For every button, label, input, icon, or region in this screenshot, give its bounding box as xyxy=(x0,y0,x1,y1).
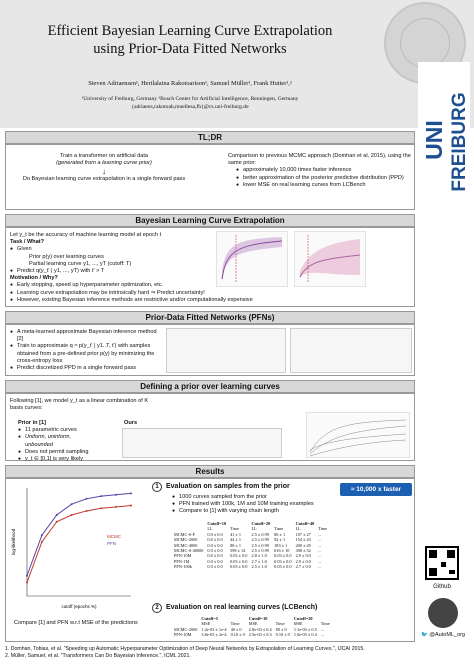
task-heading: Task / What? xyxy=(10,239,45,246)
pfn-item: ● Predict discretized PPD in a single forward pass xyxy=(10,365,160,372)
pfn-training-diagram xyxy=(166,328,286,373)
given-label: Given xyxy=(17,246,32,253)
lcbench-table-cell: ... xyxy=(320,626,324,632)
affiliations xyxy=(40,96,340,111)
prior-eval-table-cell: ... xyxy=(318,564,322,570)
tldr-left-line2: (generated from a learning curve prior) xyxy=(56,160,152,167)
data-point xyxy=(26,582,28,584)
given-item: Prior p(y) over learning curves xyxy=(29,253,104,260)
motivation-heading: Motivation / Why? xyxy=(10,275,58,282)
data-point xyxy=(71,503,73,505)
prior1-heading: Prior in [1] xyxy=(18,420,46,426)
results-left-caption: Compare [1] and PFN w.r.t MSE of the predictions xyxy=(14,620,138,626)
prior-eval-table-cell: 88 ± 1 xyxy=(230,542,242,548)
results-heading: Results xyxy=(5,465,415,478)
motivation-item: ● Learning curve extrapolation may be intrinsically hard ⇒ Predict uncertainty! xyxy=(10,290,340,297)
eval1-title: Evaluation on samples from the prior xyxy=(166,483,290,490)
section-number-2: 2 xyxy=(152,603,162,613)
poster-header xyxy=(0,0,474,128)
predict-text: ● Predict q(y_t' | y1, ..., yT) with t' > T xyxy=(10,268,215,275)
lcbench-table-cell: MSE xyxy=(201,621,211,627)
lcbench-table-cell: 80 ± 0 xyxy=(275,626,287,632)
lcbench-table-cell: 1.2e-03 ± 1e-4 xyxy=(201,626,227,632)
prior-eval-table-cell: MCMC-2000 xyxy=(174,537,198,543)
prior-eval-table-cell: 0.03 ± 0.0 xyxy=(230,558,248,564)
prior-box xyxy=(5,393,415,461)
prior-eval-table-cell: MCMC-4000 xyxy=(174,542,198,548)
prior-eval-table-cell: 2.5 ± 0.99 xyxy=(251,542,269,548)
data-point xyxy=(100,507,102,509)
pfn-heading: Prior-Data Fitted Networks (PFNs) xyxy=(5,311,415,324)
lcbench-table-row xyxy=(172,632,332,637)
lcbench-table-cell: 1.0e-03 ± 0.4 xyxy=(293,632,317,638)
lcbench-table-cell: Time xyxy=(320,621,330,627)
lcbench-table-cell: Cutoff=20 xyxy=(293,616,313,621)
lcbench-table-cell: 2.8e-03 ± 0.4 xyxy=(248,626,272,632)
prior-eval-table-cell: LL xyxy=(251,526,257,532)
blc-box xyxy=(5,227,415,307)
lcbench-table-cell: 1.1e-03 ± 0.5 xyxy=(293,626,317,632)
uni-freiburg-logo xyxy=(418,62,470,222)
prior-eval-table-cell: 598 ± 14 xyxy=(230,548,246,554)
lc-posterior-plot-b xyxy=(294,231,366,287)
legend-entry: MCMC xyxy=(107,534,121,539)
prior-eval-table-cell: PFN-10M xyxy=(174,553,192,559)
prior-samples-plot xyxy=(306,412,410,458)
data-point xyxy=(130,505,132,507)
prior-eval-table-cell: LL xyxy=(207,526,213,532)
prior-eval-table-cell: LL xyxy=(295,526,301,532)
pfn-item: ● Train to approximate q ≈ p(y_t' | y1..T, t') with samples obtained from a pre-defined prior p(y) by minimizing the cross-entropy loss xyxy=(10,343,160,365)
prior-eval-table-cell: ... xyxy=(318,542,322,548)
prior-eval-table-cell: ... xyxy=(318,553,322,559)
prior-eval-table-cell: Cutoff=40 xyxy=(295,521,315,526)
tldr-left-line1: Train a transformer on artificial data xyxy=(59,153,149,159)
pfn-item: ● A meta-learned approximate Bayesian inference method [2] xyxy=(10,329,160,343)
reference-item: 2. Müller, Samuel, et al. "Transformers Can Do Bayesian Inference.", ICML 2021. xyxy=(5,653,191,659)
prior-eval-table-cell: MCMC-S-40000 xyxy=(174,548,204,554)
twitter-icon: 🐦 xyxy=(421,632,428,638)
prior-eval-table-cell: 2.5 ± 0.99 xyxy=(251,537,269,543)
blc-intro: Let y_t be the accuracy of machine learning model at epoch t xyxy=(10,232,162,238)
prior-eval-table-cell: PFN-1M xyxy=(174,558,190,564)
tldr-item: ● better approximation of the posterior predictive distribution (PPD) xyxy=(236,175,412,182)
prior-eval-table-cell: 183 ± 1 xyxy=(274,542,288,548)
prior-eval-table-cell: ... xyxy=(318,548,322,554)
prior1-item: ● Uniform, uninform, unbounded xyxy=(18,434,98,448)
prior-eval-table-cell: 41 ± 1 xyxy=(230,531,242,537)
prior-lead: Following [1], we model y_t as a linear combination of K basis curves: xyxy=(10,398,149,412)
twitter-handle[interactable]: @AutoML_org xyxy=(429,632,465,638)
prior-eval-table-cell: 2.9 ± 0.0 xyxy=(295,558,311,564)
prior-eval-table-cell: 2.5 ± 0.99 xyxy=(251,531,269,537)
section-number-1: 1 xyxy=(152,482,162,492)
chart-background xyxy=(9,482,139,612)
lcbench-table-cell: MSE xyxy=(293,621,303,627)
svg-text:UNI: UNI xyxy=(421,120,447,160)
lcbench-table-cell: 2.5e-03 ± 0.3 xyxy=(248,632,272,638)
prior-eval-table-cell: MCMC-S-F xyxy=(174,531,196,537)
motivation-item: ● Early stopping, speed up hyperparameter optimization, etc. xyxy=(10,282,340,289)
prior-eval-table-cell: 2.9 ± 0.0 xyxy=(295,553,311,559)
legend-entry: PFN xyxy=(107,541,116,546)
prior-eval-table-cell: 0.0 ± 0.0 xyxy=(207,548,223,554)
data-point xyxy=(115,506,117,508)
github-qr-code[interactable] xyxy=(425,546,459,580)
speedup-badge: ≈ 10,000 x faster xyxy=(340,483,412,496)
prior-eval-table-cell: Time xyxy=(318,526,328,532)
eval2-title: Evaluation on real learning curves (LCBench) xyxy=(166,604,318,611)
prior-eval-table-row xyxy=(172,537,329,542)
lc-posterior-plot-a xyxy=(216,231,288,287)
lcbench-table-cell: PFN-10M xyxy=(174,632,192,638)
prior-eval-table-cell: 0.0 ± 0.0 xyxy=(207,531,223,537)
prior-eval-table-row xyxy=(172,564,329,569)
data-point xyxy=(41,541,43,543)
pfn-box xyxy=(5,324,415,376)
prior-eval-table-cell: 92 ± 1 xyxy=(274,537,286,543)
data-point xyxy=(71,514,73,516)
lcbench-table xyxy=(172,616,332,638)
svg-text:FREIBURG: FREIBURG xyxy=(449,92,470,192)
prior-eval-table-cell: 0.03 ± 0.0 xyxy=(274,553,292,559)
emails: {adriaens,rakotoah,muellesa,fh}@cs.uni-freiburg.de xyxy=(131,103,249,110)
tldr-item: ● lower MSE on real learning curves from LCBench xyxy=(236,182,412,189)
tldr-right-intro: Comparison to previous MCMC approach (Domhan et al, 2015), using the same prior: xyxy=(228,153,411,167)
prior-eval-table-cell: 80 ± 1 xyxy=(274,531,286,537)
data-point xyxy=(130,492,132,494)
prior-eval-table-cell: 0.03 ± 0.0 xyxy=(274,564,292,570)
prior-eval-table-cell: 2.5 ± 0.99 xyxy=(251,548,269,554)
prior-eval-table-cell: ... xyxy=(318,537,322,543)
prior-formula-table xyxy=(122,428,282,458)
prior-eval-table-cell: 0.03 ± 0.0 xyxy=(230,553,248,559)
prior-eval-table-cell: 616 ± 10 xyxy=(274,548,290,554)
lcbench-table-cell: Time xyxy=(275,621,285,627)
given-item: Partial learning curve y1, ..., yT (cutoff: T) xyxy=(29,260,132,267)
lcbench-table-cell: ... xyxy=(320,632,324,638)
reference-item: 1. Domhan, Tobias, et al. "Speeding up Automatic Hyperparameter Optimization of Deep Neural Networks by Extrapolation of Learning Curves.", IJCAI 2015. xyxy=(5,646,365,652)
data-point xyxy=(100,495,102,497)
prior-eval-table-cell: 2.5 ± 1.0 xyxy=(251,564,267,570)
prior-heading: Defining a prior over learning curves xyxy=(5,380,415,393)
data-point xyxy=(41,534,43,536)
prior-eval-table-cell: 44 ± 1 xyxy=(230,537,242,543)
affiliation-line: ¹University of Freiburg, Germany ²Bosch Center for Artificial Intelligence, Renningen, Germany xyxy=(81,96,299,102)
lcbench-table-cell: Cutoff=5 xyxy=(201,616,218,621)
prior-eval-table-cell: 2.8 ± 1.0 xyxy=(251,553,267,559)
lcbench-table-cell: MSE xyxy=(248,621,258,627)
prior-eval-table-cell: Cutoff=10 xyxy=(207,521,227,526)
pfn-output-diagram xyxy=(290,328,412,373)
prior-eval-table-cell: 2.7 ± 1.0 xyxy=(251,558,267,564)
lcbench-table-cell: 0.10 ± 0 xyxy=(275,632,290,638)
y-axis-label: log-likelihood xyxy=(11,528,16,556)
prior-eval-table-cell: 0.03 ± 0.0 xyxy=(230,564,248,570)
x-axis-label: cutoff (epochs %) xyxy=(61,604,97,609)
github-label: Github xyxy=(433,584,451,590)
prior-eval-table-cell: 0.0 ± 0.0 xyxy=(207,553,223,559)
ours-heading: Ours xyxy=(124,420,138,426)
lcbench-table-cell: Cutoff=10 xyxy=(248,616,268,621)
eval1-item: ● 1000 curves sampled from the prior xyxy=(172,494,332,501)
prior-eval-table-cell: 200 ± 45 xyxy=(295,542,311,548)
prior-eval-table-cell: 0.0 ± 0.0 xyxy=(207,542,223,548)
motivation-item: ● However, existing Bayesian inference methods are restrictive and/or computationally expensive xyxy=(10,297,340,304)
data-point xyxy=(26,575,28,577)
prior-eval-table-cell: Time xyxy=(230,526,239,532)
data-point xyxy=(85,498,87,500)
prior1-item: ● 11 parametric curves xyxy=(18,427,98,434)
prior1-item: ● Does not permit sampling xyxy=(18,449,98,456)
tldr-box xyxy=(5,144,415,210)
prior-eval-table-cell: PFN-100k xyxy=(174,564,192,570)
eval1-item: ● PFN trained with 100k, 1M and 10M training examples xyxy=(172,501,332,508)
prior-eval-table-cell: ... xyxy=(318,558,322,564)
poster-title: Efficient Bayesian Learning Curve Extrapolation using Prior-Data Fitted Networks xyxy=(47,23,333,57)
prior-eval-table-cell: 0.0 ± 0.0 xyxy=(207,564,223,570)
down-arrow-icon: ↓ xyxy=(102,167,106,177)
automl-logo xyxy=(428,598,458,628)
prior-eval-table-cell: 0.0 ± 0.0 xyxy=(207,558,223,564)
prior-eval-table-cell: 154 ± 43 xyxy=(295,537,311,543)
lcbench-table-cell: Time xyxy=(230,621,240,627)
prior-eval-table-cell: Cutoff=20 xyxy=(251,521,271,526)
prior-eval-table-cell: ... xyxy=(318,531,322,537)
tldr-left-line3: Do Bayesian learning curve extrapolation in a single forward pass xyxy=(22,176,186,183)
data-point xyxy=(85,510,87,512)
tldr-heading: TL;DR xyxy=(5,131,415,144)
tldr-item: ● approximately 10,000 times faster inference xyxy=(236,167,412,174)
data-point xyxy=(56,521,58,523)
prior1-item: ● y_t ∈ [0,1] is very likely xyxy=(18,456,98,463)
authors: Steven Adriaensen¹, Herilalaina Rakotoarison¹, Samuel Müller¹, Frank Hutter¹,² xyxy=(88,80,292,87)
prior-eval-table-cell: 107 ± 27 xyxy=(295,531,311,537)
ll-vs-cutoff-chart xyxy=(9,482,139,612)
blc-heading: Bayesian Learning Curve Extrapolation xyxy=(5,214,415,227)
prior-eval-table-cell: 0.0 ± 0.0 xyxy=(207,537,223,543)
references xyxy=(5,646,415,660)
prior-eval-table-cell: 0.03 ± 0.0 xyxy=(274,558,292,564)
data-point xyxy=(115,494,117,496)
prior-eval-table-cell: 308 ± 52 xyxy=(295,548,311,554)
prior-eval-table xyxy=(172,521,329,570)
prior-eval-table-cell: 2.7 ± 0.0 xyxy=(295,564,311,570)
lcbench-table-cell: MCMC-2000 xyxy=(174,626,198,632)
eval1-item: ● Compare to [1] with varying chain length xyxy=(172,508,332,515)
prior-eval-table-cell: Time xyxy=(274,526,284,532)
lcbench-table-cell: 0.10 ± 0 xyxy=(230,632,245,638)
lcbench-table-cell: 3.8e-03 ± 2e-4 xyxy=(201,632,227,638)
lcbench-table-cell: 40 ± 0 xyxy=(230,626,242,632)
results-box xyxy=(5,478,415,642)
data-point xyxy=(56,514,58,516)
